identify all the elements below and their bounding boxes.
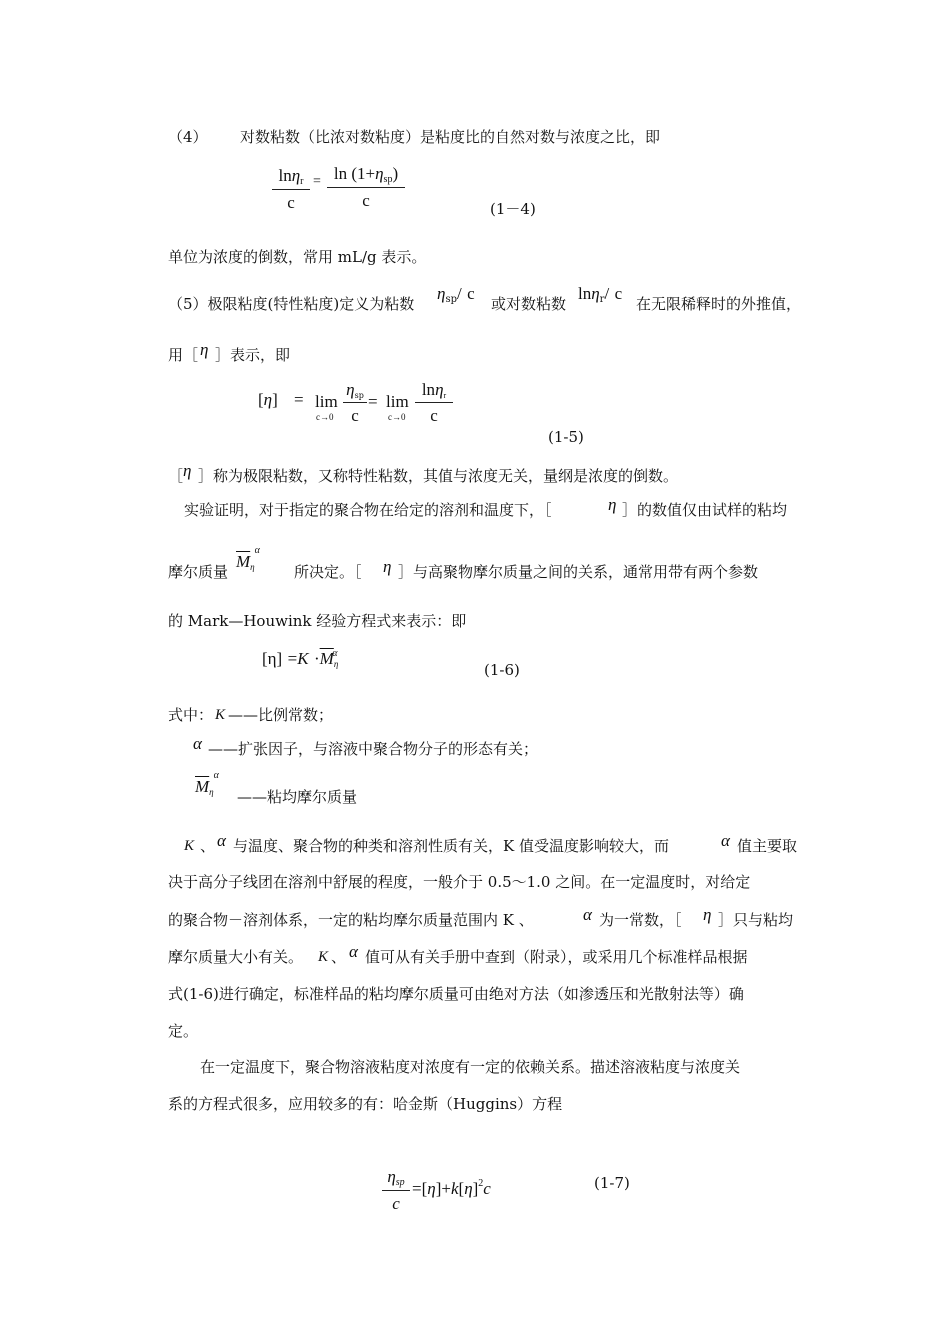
line-denoted-a: 用［	[168, 346, 199, 364]
line-denoted-b: ］表示，即	[215, 346, 291, 364]
item-5-text-b: 或对数粘数	[491, 295, 567, 313]
inline-eta: η	[703, 905, 712, 924]
alpha-symbol: α	[583, 905, 592, 924]
K-symbol: K	[184, 838, 195, 854]
equation-number-1-6: (1-6)	[484, 661, 520, 679]
equation-1-6: $[\eta] =K \cdot\overline{M}_\eta^\alpha$	[262, 648, 339, 669]
para2-line1: 在一定温度下，聚合物溶液粘度对浓度有一定的依赖关系。描述溶液粘度与浓度关	[200, 1058, 741, 1076]
para1-line6: 定。	[168, 1022, 199, 1040]
item-5-text-c: 在无限稀释时的外推值，	[636, 295, 802, 313]
alpha-symbol: α	[349, 942, 358, 961]
inline-eta-sp-over-c: $\eta_{sp}/$ c	[437, 284, 475, 305]
equation-number-1-4: (1－4)	[490, 200, 536, 218]
item-5-text-a: （5）极限粘度(特性粘度)定义为粘数	[168, 295, 415, 313]
para2-line2: 系的方程式很多，应用较多的有：哈金斯（Huggins）方程	[168, 1095, 563, 1113]
intrinsic-line: ］称为极限粘数，又称特性粘数，其值与浓度无关，量纲是浓度的倒数。	[198, 467, 679, 485]
where-label: 式中：	[168, 706, 214, 724]
alpha-definition: ——扩张因子，与溶液中聚合物分子的形态有关；	[208, 740, 539, 758]
inline-eta: η	[200, 340, 209, 359]
para1-line4-c: 值可从有关手册中查到（附录），或采用几个标准样品根据	[365, 948, 748, 966]
para1-line4-b: 、	[331, 948, 347, 966]
alpha-symbol: α	[721, 831, 730, 850]
M-symbol: $\overline{M}_\eta^\alpha$	[195, 770, 219, 797]
para1-line5: 式(1-6)进行确定，标准样品的粘均摩尔质量可由绝对方法（如渗透压和光散射法等）确	[168, 985, 744, 1003]
para1-line3-c: ］只与粘均	[718, 911, 794, 929]
K-definition: ——比例常数；	[228, 706, 334, 724]
molar-mass-line-c: ］与高聚物摩尔质量之间的关系，通常用带有两个参数	[398, 563, 759, 581]
intrinsic-line-pre: ［	[168, 467, 184, 485]
para1-line1-c: 值主要取	[737, 837, 798, 855]
K-symbol: K	[215, 707, 226, 723]
para1-line1-b: 与温度、聚合物的种类和溶剂性质有关，K 值受温度影响较大，而	[233, 837, 669, 855]
molar-mass-line-a: 摩尔质量	[168, 563, 229, 581]
para1-line4-a: 摩尔质量大小有关。	[168, 948, 304, 966]
K-symbol: K	[318, 949, 329, 965]
para1-line2: 决于高分子线团在溶剂中舒展的程度，一般介于 0.5～1.0 之间。在一定温度时，对给定	[168, 873, 751, 891]
inline-ln-eta-r-over-c: lnη$_r$/ c	[578, 284, 623, 305]
inline-eta: η	[608, 495, 617, 514]
equation-number-1-7: (1-7)	[594, 1174, 630, 1192]
item-4-text: 对数粘数（比浓对数粘度）是粘度比的自然对数与浓度之比，即	[240, 128, 661, 146]
equation-number-1-5: (1-5)	[548, 428, 584, 446]
inline-eta: η	[383, 557, 392, 576]
alpha-symbol: α	[193, 734, 202, 753]
item-4-number: （4）	[168, 128, 208, 146]
experiment-line-b: ］的数值仅由试样的粘均	[622, 501, 788, 519]
M-definition: ——粘均摩尔质量	[237, 788, 358, 806]
inline-M-eta-alpha: $\overline{M}_\eta^\alpha$	[236, 545, 260, 572]
experiment-line-a: 实验证明，对于指定的聚合物在给定的溶剂和温度下，［	[184, 501, 552, 519]
para1-line1-a: 、	[200, 837, 216, 855]
para1-line3-b: 为一常数，［	[599, 911, 682, 929]
molar-mass-line-b: 所决定。［	[294, 563, 362, 581]
unit-line: 单位为浓度的倒数，常用 mL/g 表示。	[168, 248, 427, 266]
mark-houwink-line: 的 Mark—Houwink 经验方程式来表示：即	[168, 612, 467, 630]
inline-eta: η	[183, 461, 192, 480]
para1-line3-a: 的聚合物－溶剂体系，一定的粘均摩尔质量范围内 K 、	[168, 911, 534, 929]
alpha-symbol: α	[217, 831, 226, 850]
